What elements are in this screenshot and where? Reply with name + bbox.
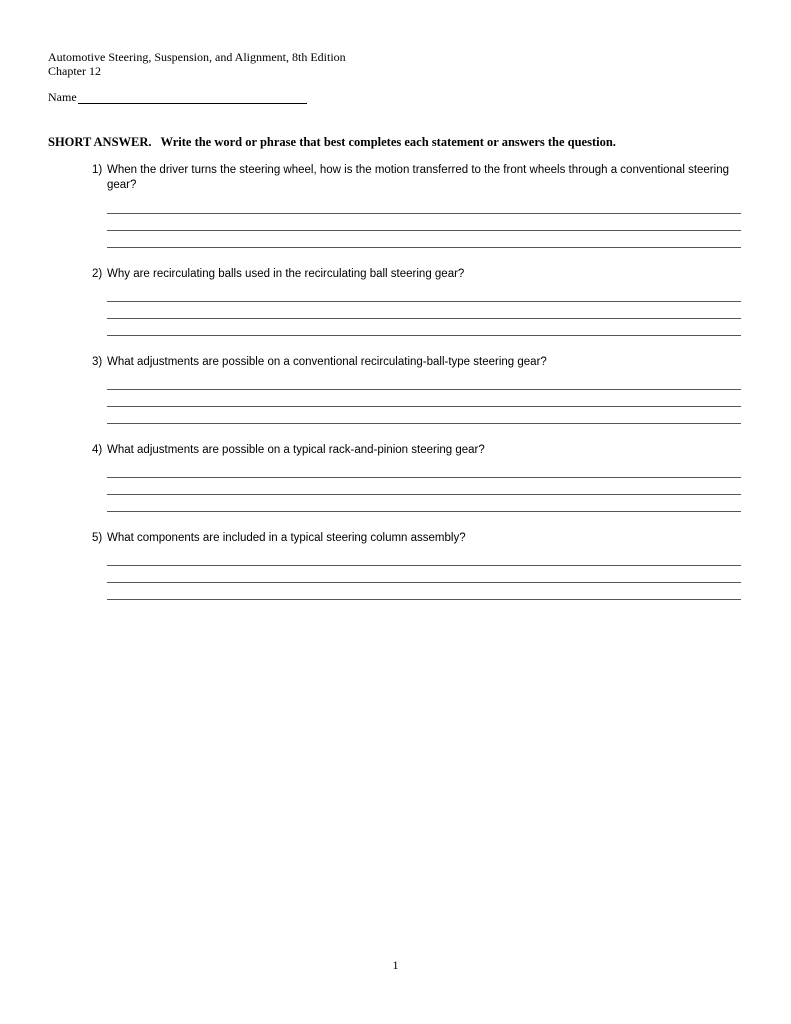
- answer-line: [107, 302, 741, 319]
- question-number: 4): [92, 444, 103, 456]
- answer-line: [107, 478, 741, 495]
- instructions: [48, 135, 616, 149]
- question-2: [92, 267, 741, 336]
- answer-line: [107, 495, 741, 512]
- instructions-text: Write the word or phrase that best completes each statement or answers the question.: [160, 135, 616, 149]
- answer-line: [107, 583, 741, 600]
- page-number: 1: [392, 958, 399, 972]
- question-number: 2): [92, 268, 103, 280]
- answer-lines: [107, 197, 741, 248]
- answer-line: [107, 407, 741, 424]
- answer-lines: [107, 461, 741, 512]
- answer-line: [107, 214, 741, 231]
- question-number: 3): [92, 356, 103, 368]
- question-number: 5): [92, 532, 103, 544]
- question-text: What components are included in a typical steering column assembly?: [107, 532, 466, 544]
- question-text: What adjustments are possible on a conventional recirculating-ball-type steering gear?: [107, 356, 547, 368]
- question-5: [92, 531, 741, 600]
- question-text: When the driver turns the steering wheel, how is the motion transferred to the front wheels through a conventional steering gear?: [107, 164, 729, 191]
- question-text: What adjustments are possible on a typical rack-and-pinion steering gear?: [107, 444, 485, 456]
- answer-lines: [107, 373, 741, 424]
- question-text: Why are recirculating balls used in the recirculating ball steering gear?: [107, 268, 465, 280]
- question-number: 1): [92, 164, 103, 176]
- book-title: Automotive Steering, Suspension, and Alignment, 8th Edition: [48, 50, 346, 64]
- answer-line: [107, 197, 741, 214]
- name-blank-line: [78, 91, 307, 104]
- answer-lines: [107, 549, 741, 600]
- answer-line: [107, 549, 741, 566]
- name-label: Name: [48, 90, 77, 104]
- answer-line: [107, 231, 741, 248]
- question-3: [92, 355, 741, 424]
- answer-line: [107, 461, 741, 478]
- question-4: [92, 443, 741, 512]
- answer-line: [107, 285, 741, 302]
- answer-lines: [107, 285, 741, 336]
- question-1: [92, 163, 741, 248]
- answer-line: [107, 566, 741, 583]
- answer-line: [107, 373, 741, 390]
- section-heading: SHORT ANSWER.: [48, 135, 152, 149]
- answer-line: [107, 390, 741, 407]
- chapter-label: Chapter 12: [48, 64, 101, 78]
- name-field-row: [48, 90, 307, 104]
- answer-line: [107, 319, 741, 336]
- document-header: [48, 50, 346, 78]
